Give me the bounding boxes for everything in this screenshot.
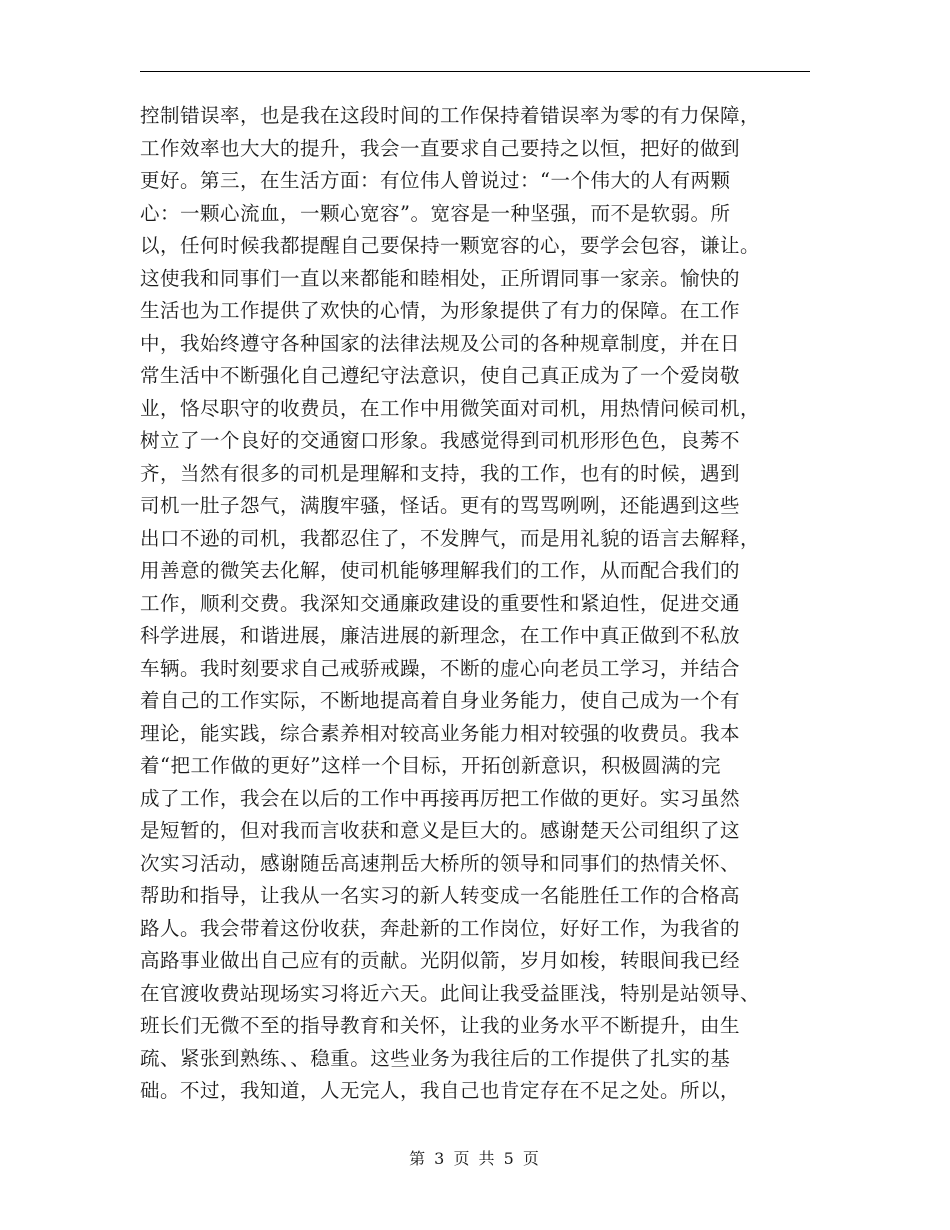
page-footer xyxy=(0,1146,950,1169)
text-line: 更好。第三，在生活方面：有位伟人曾说过：“一个伟大的人有两颗 xyxy=(140,169,731,192)
text-line: 在官渡收费站现场实习将近六天。此间让我受益匪浅，特别是站领导、 xyxy=(140,981,761,1005)
text-line: 帮助和指导，让我从一名实习的新人转变成一名能胜任工作的合格高 xyxy=(140,884,741,907)
text-line: 心：一颗心流血，一颗心宽容”。宽容是一种坚强，而不是软弱。所 xyxy=(140,201,731,225)
text-line: 树立了一个良好的交通窗口形象。我感觉得到司机形形色色，良莠不 xyxy=(140,429,741,452)
text-line: 这使我和同事们一直以来都能和睦相处，正所谓同事一家亲。愉快的 xyxy=(140,266,741,290)
text-line: 常生活中不断强化自己遵纪守法意识，使自己真正成为了一个爱岗敬 xyxy=(140,364,741,387)
text-line: 次实习活动，感谢随岳高速荆岳大桥所的领导和同事们的热情关怀、 xyxy=(140,851,741,875)
text-line: 础。不过，我知道，人无完人，我自己也肯定存在不足之处。所以， xyxy=(140,1079,741,1102)
text-line: 控制错误率，也是我在这段时间的工作保持着错误率为零的有力保障， xyxy=(140,104,761,127)
text-line: 工作，顺利交费。我深知交通廉政建设的重要性和紧迫性，促进交通 xyxy=(140,591,741,615)
text-line: 用善意的微笑去化解，使司机能够理解我们的工作，从而配合我们的 xyxy=(140,559,741,582)
text-line: 成了工作，我会在以后的工作中再接再厉把工作做的更好。实习虽然 xyxy=(140,786,741,810)
text-line: 科学进展，和谐进展，廉洁进展的新理念，在工作中真正做到不私放 xyxy=(140,624,741,647)
text-line: 着“把工作做的更好”这样一个目标，开拓创新意识，积极圆满的完 xyxy=(140,754,721,777)
text-line: 生活也为工作提供了欢快的心情，为形象提供了有力的保障。在工作 xyxy=(140,299,741,322)
text-line: 疏、紧张到熟练、、稳重。这些业务为我往后的工作提供了扎实的基 xyxy=(140,1046,731,1070)
text-line: 是短暂的，但对我而言收获和意义是巨大的。感谢楚天公司组织了这 xyxy=(140,819,741,842)
text-line: 出口不逊的司机，我都忍住了，不发脾气，而是用礼貌的语言去解释， xyxy=(140,526,761,550)
header-rule xyxy=(140,71,810,72)
text-line: 高路事业做出自己应有的贡献。光阴似箭，岁月如梭，转眼间我已经 xyxy=(140,949,741,972)
text-line: 齐，当然有很多的司机是理解和支持，我的工作，也有的时候，遇到 xyxy=(140,461,741,485)
text-line: 业，恪尽职守的收费员，在工作中用微笑面对司机，用热情问候司机， xyxy=(140,396,761,420)
text-line: 工作效率也大大的提升，我会一直要求自己要持之以恒，把好的做到 xyxy=(140,136,741,160)
body-text xyxy=(140,100,810,1108)
text-line: 司机一肚子怨气，满腹牢骚，怪话。更有的骂骂咧咧，还能遇到这些 xyxy=(140,494,741,517)
text-line: 车辆。我时刻要求自己戒骄戒躁，不断的虚心向老员工学习，并结合 xyxy=(140,656,741,680)
text-line: 以，任何时候我都提醒自己要保持一颗宽容的心，要学会包容，谦让。 xyxy=(140,234,761,257)
text-line: 理论，能实践，综合素养相对较高业务能力相对较强的收费员。我本 xyxy=(140,721,741,745)
text-line: 班长们无微不至的指导教育和关怀，让我的业务水平不断提升，由生 xyxy=(140,1014,741,1037)
text-line: 中，我始终遵守各种国家的法律法规及公司的各种规章制度，并在日 xyxy=(140,331,741,355)
text-line: 着自己的工作实际，不断地提高着自身业务能力，使自己成为一个有 xyxy=(140,689,741,712)
page-number-label: 第 3 页 共 5 页 xyxy=(409,1149,541,1168)
text-line: 路人。我会带着这份收获，奔赴新的工作岗位，好好工作，为我省的 xyxy=(140,916,741,940)
